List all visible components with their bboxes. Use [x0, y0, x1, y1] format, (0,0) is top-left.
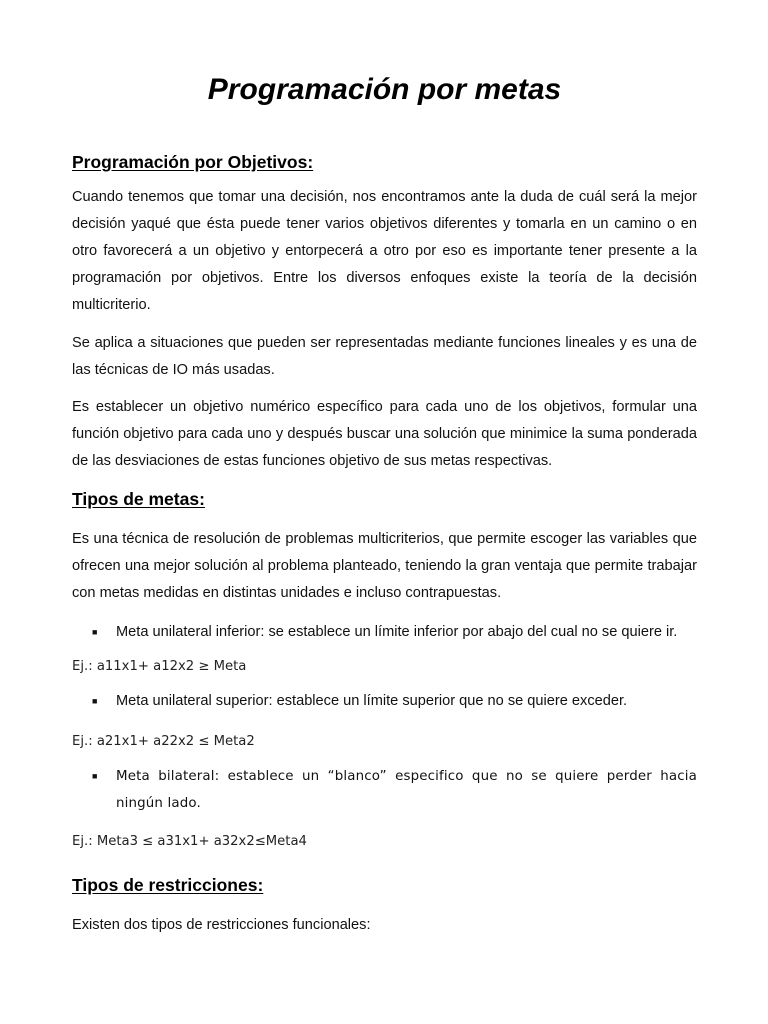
paragraph-decision: Cuando tenemos que tomar una decisión, nos encontramos ante la duda de cuál será la mejor decisión yaqué que ésta puede tener varios objetivos diferentes y tomarla en un camino o en otro favorecerá a un objetivo y entorpecerá a otro por eso es importante tener presente a la programación por objetivos. Entre los diversos enfoques existe la teoría de la decisión multicriterio. [72, 189, 697, 313]
list-item-meta-superior [72, 688, 697, 715]
paragraph-objetivo-numerico: Es establecer un objetivo numérico específico para cada uno de los objetivos, formular una función objetivo para cada uno y después buscar una solución que minimice la suma ponderada de las desviaciones de estas funciones objetivo de sus metas respectivas. [72, 399, 697, 469]
list-item-meta-inferior [72, 619, 697, 646]
square-bullet-icon: ■ [92, 771, 98, 781]
paragraph-restricciones: Existen dos tipos de restricciones funcionales: [72, 917, 371, 933]
section-heading-objetivos: Programación por Objetivos: [72, 152, 314, 172]
list-item-text: Meta unilateral superior: establece un límite superior que no se quiere exceder. [116, 693, 628, 709]
list-item-text: Meta bilateral: establece un “blanco” especifico que no se quiere perder hacia ningún lado. [116, 769, 697, 811]
example-formula-inferior: Ej.: a11x1+ a12x2 ≥ Meta [72, 659, 247, 674]
example-formula-bilateral: Ej.: Meta3 ≤ a31x1+ a32x2≤Meta4 [72, 834, 307, 849]
section-heading-tipos-metas: Tipos de metas: [72, 489, 205, 509]
paragraph-tecnica-resolucion: Es una técnica de resolución de problemas multicriterios, que permite escoger las variables que ofrecen una mejor solución al problema planteado, teniendo la gran ventaja que permite trabajar con metas medidas en distintas unidades e incluso contrapuestas. [72, 531, 697, 601]
document-page [72, 0, 697, 939]
document-title: Programación por metas [207, 73, 562, 106]
square-bullet-icon: ■ [92, 627, 98, 637]
example-formula-superior: Ej.: a21x1+ a22x2 ≤ Meta2 [72, 734, 255, 749]
square-bullet-icon: ■ [92, 696, 98, 706]
list-item-meta-bilateral [72, 763, 697, 817]
paragraph-funciones-lineales: Se aplica a situaciones que pueden ser representadas mediante funciones lineales y es una de las técnicas de IO más usadas. [72, 335, 697, 378]
section-heading-tipos-restricciones: Tipos de restricciones: [72, 875, 264, 895]
list-item-text: Meta unilateral inferior: se establece un límite inferior por abajo del cual no se quiere ir. [116, 624, 678, 640]
